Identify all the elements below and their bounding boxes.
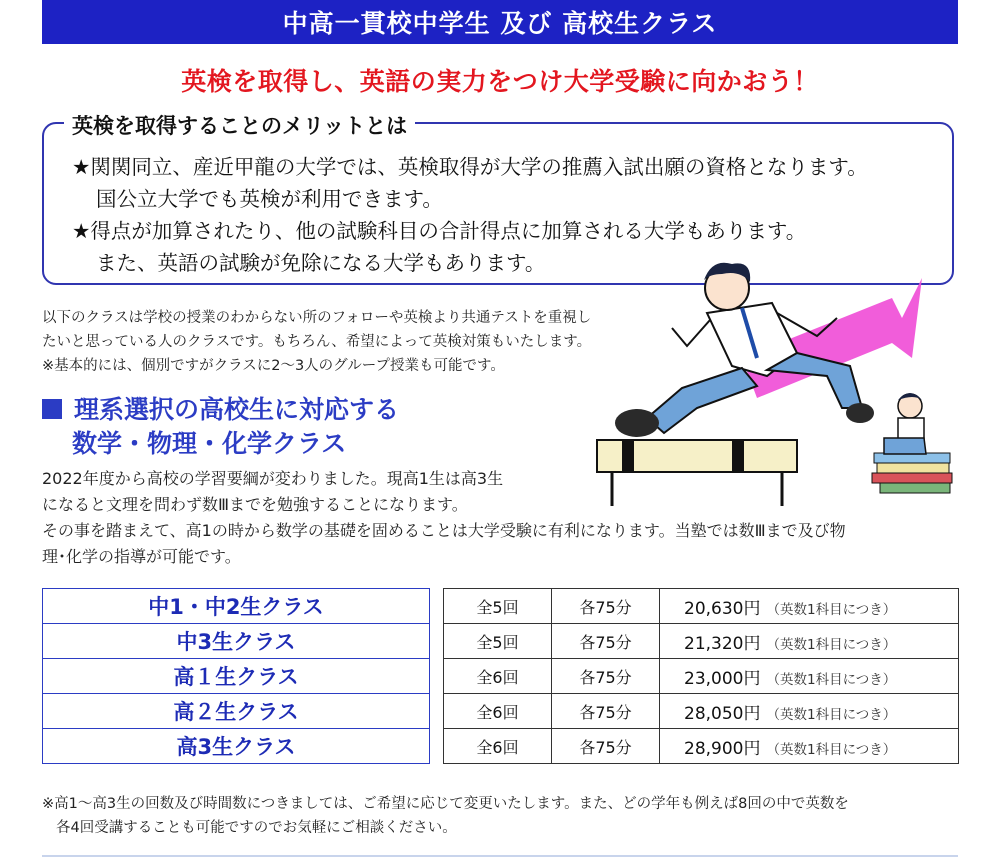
price-note: （英数1科目につき） bbox=[766, 636, 897, 653]
intro-line: 以下のクラスは学校の授業のわからない所のフォローや英検より共通テストを重視し bbox=[42, 310, 592, 326]
duration-cell: 各75分 bbox=[552, 589, 660, 624]
merit-line: 国公立大学でも英検が利用できます。 bbox=[96, 187, 443, 211]
science-body-line: その事を踏まえて、高1の時から数学の基礎を固めることは大学受験に有利になります。当塾では数Ⅲまで及び物 bbox=[42, 521, 846, 540]
merit-line: また、英語の試験が免除になる大学もあります。 bbox=[96, 251, 546, 275]
footnote-line: 各4回受講することも可能ですのでお気軽にご相談ください。 bbox=[56, 820, 457, 836]
class-name-cell: 高3生クラス bbox=[43, 729, 430, 764]
class-name-cell: 中3生クラス bbox=[43, 624, 430, 659]
class-name-cell: 高１生クラス bbox=[43, 659, 430, 694]
class-name-cell: 高２生クラス bbox=[43, 694, 430, 729]
price-note: （英数1科目につき） bbox=[766, 671, 897, 688]
duration-cell: 各75分 bbox=[552, 624, 660, 659]
bottom-divider bbox=[42, 855, 958, 857]
intro-line: たいと思っている人のクラスです。もちろん、希望によって英検対策もいたします。 bbox=[42, 334, 592, 350]
science-heading-line1: 理系選択の高校生に対応する bbox=[74, 395, 400, 424]
price-cell bbox=[660, 624, 959, 659]
intro-line: ※基本的には、個別ですがクラスに2～3人のグループ授業も可能です。 bbox=[42, 358, 505, 374]
price-amount: 28,050円 bbox=[684, 703, 761, 724]
price-amount: 21,320円 bbox=[684, 633, 761, 654]
science-body-line: になると文理を問わず数Ⅲまでを勉強することになります。 bbox=[42, 495, 468, 514]
price-cell bbox=[660, 729, 959, 764]
science-heading bbox=[42, 390, 399, 426]
table-row bbox=[444, 589, 959, 624]
merit-title: 英検を取得することのメリットとは bbox=[64, 110, 415, 140]
duration-cell: 各75分 bbox=[552, 729, 660, 764]
header-bar bbox=[42, 0, 958, 44]
science-body-line: 2022年度から高校の学習要綱が変わりました。現高1生は高3生 bbox=[42, 469, 504, 488]
sessions-cell: 全6回 bbox=[444, 694, 552, 729]
footnote-line: ※高1～高3生の回数及び時間数につきましては、ご希望に応じて変更いたします。また、どの学年も例えば8回の中で英数を bbox=[42, 796, 849, 812]
price-amount: 23,000円 bbox=[684, 668, 761, 689]
sessions-cell: 全5回 bbox=[444, 624, 552, 659]
science-body-line: 理･化学の指導が可能です。 bbox=[42, 547, 241, 566]
class-name-cell: 中1・中2生クラス bbox=[43, 589, 430, 624]
price-amount: 28,900円 bbox=[684, 738, 761, 759]
price-note: （英数1科目につき） bbox=[766, 741, 897, 758]
price-cell bbox=[660, 694, 959, 729]
merit-line: ★得点が加算されたり、他の試験科目の合計得点に加算される大学もあります。 bbox=[72, 219, 807, 243]
square-bullet-icon bbox=[42, 399, 62, 419]
header-title: 中高一貫校中学生 及び 高校生クラス bbox=[282, 9, 718, 38]
sessions-cell: 全6回 bbox=[444, 729, 552, 764]
duration-cell: 各75分 bbox=[552, 659, 660, 694]
sessions-cell: 全5回 bbox=[444, 589, 552, 624]
merit-line: ★関関同立、産近甲龍の大学では、英検取得が大学の推薦入試出願の資格となります。 bbox=[72, 155, 868, 179]
slogan: 英検を取得し、英語の実力をつけ大学受験に向かおう！ bbox=[181, 67, 819, 96]
price-cell bbox=[660, 589, 959, 624]
class-name-table bbox=[42, 588, 430, 764]
hurdle-jump-illustration bbox=[592, 258, 962, 508]
price-note: （英数1科目につき） bbox=[766, 601, 897, 618]
table-row bbox=[444, 659, 959, 694]
duration-cell: 各75分 bbox=[552, 694, 660, 729]
sessions-cell: 全6回 bbox=[444, 659, 552, 694]
science-heading-line2: 数学・物理・化学クラス bbox=[72, 429, 347, 458]
price-amount: 20,630円 bbox=[684, 598, 761, 619]
table-row bbox=[444, 694, 959, 729]
table-row bbox=[444, 729, 959, 764]
price-table bbox=[443, 588, 959, 764]
price-note: （英数1科目につき） bbox=[766, 706, 897, 723]
price-cell bbox=[660, 659, 959, 694]
table-row bbox=[444, 624, 959, 659]
